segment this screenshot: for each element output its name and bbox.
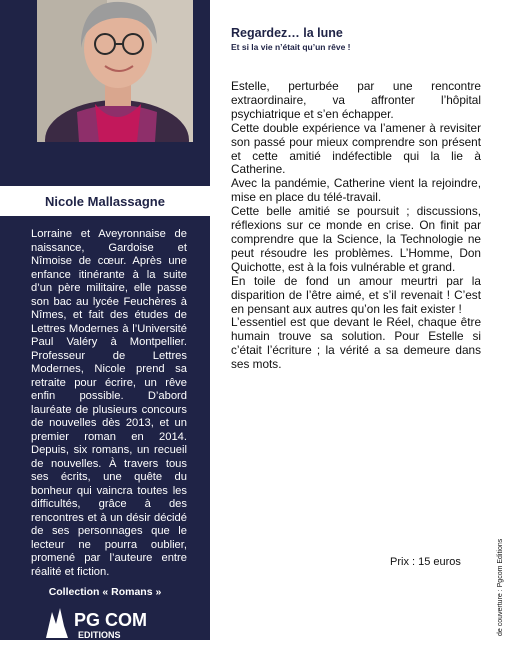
- synopsis-paragraph: Avec la pandémie, Catherine vient la rejoindre, mise en place du télé-travail.: [231, 176, 481, 205]
- author-bio: Lorraine et Aveyronnaise de naissance, Gardoise et Nîmoise de cœur. Après une enfance itinérante à la suite d’un père militaire, elle passe son bac au lycée Feuchères à Nîmes, et fait des études de Lettres Modernes à l’Université Paul Valéry à Montpellier. Professeur de Lettres Modernes, Nicole prend sa retraite pour écrire, un rêve enfin possible. D’abord lauréate de plusieurs concours de nouvelles dès 2013, et un premier roman en 2014. Depuis, six romans, un recueil de nouvelles. À travers tous ses écrits, une quête du bonheur qui vaincra toutes les difficultés, grâce à des rencontres et à un désir décidé de ses personnages que le lecteur ne pourra oublier, promené par l’auteure entre réalité et fiction.: [31, 228, 187, 578]
- synopsis: [231, 80, 481, 372]
- book-title: Regardez… la lune: [231, 26, 343, 40]
- svg-text:PG COM: PG COM: [74, 610, 148, 630]
- synopsis-paragraph: Estelle, perturbée par une rencontre extraordinaire, va affronter l’hôpital psychiatrique et s’en échapper.: [231, 79, 481, 121]
- book-subtitle: Et si la vie n’était qu’un rêve !: [231, 42, 351, 52]
- synopsis-paragraph: L’essentiel est que devant le Réel, chaque être humain trouve sa solution. Pour Estelle si c’était l’écriture ; la vérité a sa demeure dans ses mots.: [231, 315, 481, 372]
- collection-label: Collection « Romans »: [48, 586, 162, 598]
- author-photo: [37, 0, 193, 142]
- synopsis-paragraph: En toile de fond un amour meurtri par la disparition de l’être aimé, et s’il revenait ! C’est en pensant aux autres qu’on les fait exister !: [231, 273, 481, 316]
- author-name: Nicole Mallassagne: [45, 193, 165, 209]
- book-title-block: [231, 26, 491, 52]
- publisher-logo: [40, 602, 160, 640]
- author-panel: [0, 0, 210, 640]
- synopsis-paragraph: Cette double expérience va l’amener à revisiter son passé pour mieux comprendre son présent et cette amitié indéfectible qui la lie à Catherine.: [231, 120, 481, 177]
- cover-credit: de couverture : Pgcom Editions: [497, 538, 504, 636]
- price: Prix : 15 euros: [390, 556, 461, 568]
- synopsis-paragraph: Cette belle amitié se poursuit ; discussions, réflexions sur ce monde en crise. On finit par comprendre que la Science, la Technologie ne peut résoudre les problèmes. L’Homme, Don Quichotte, est à la fois vulnérable et grand.: [231, 204, 481, 274]
- author-name-band: [0, 186, 210, 216]
- svg-text:EDITIONS: EDITIONS: [78, 630, 121, 640]
